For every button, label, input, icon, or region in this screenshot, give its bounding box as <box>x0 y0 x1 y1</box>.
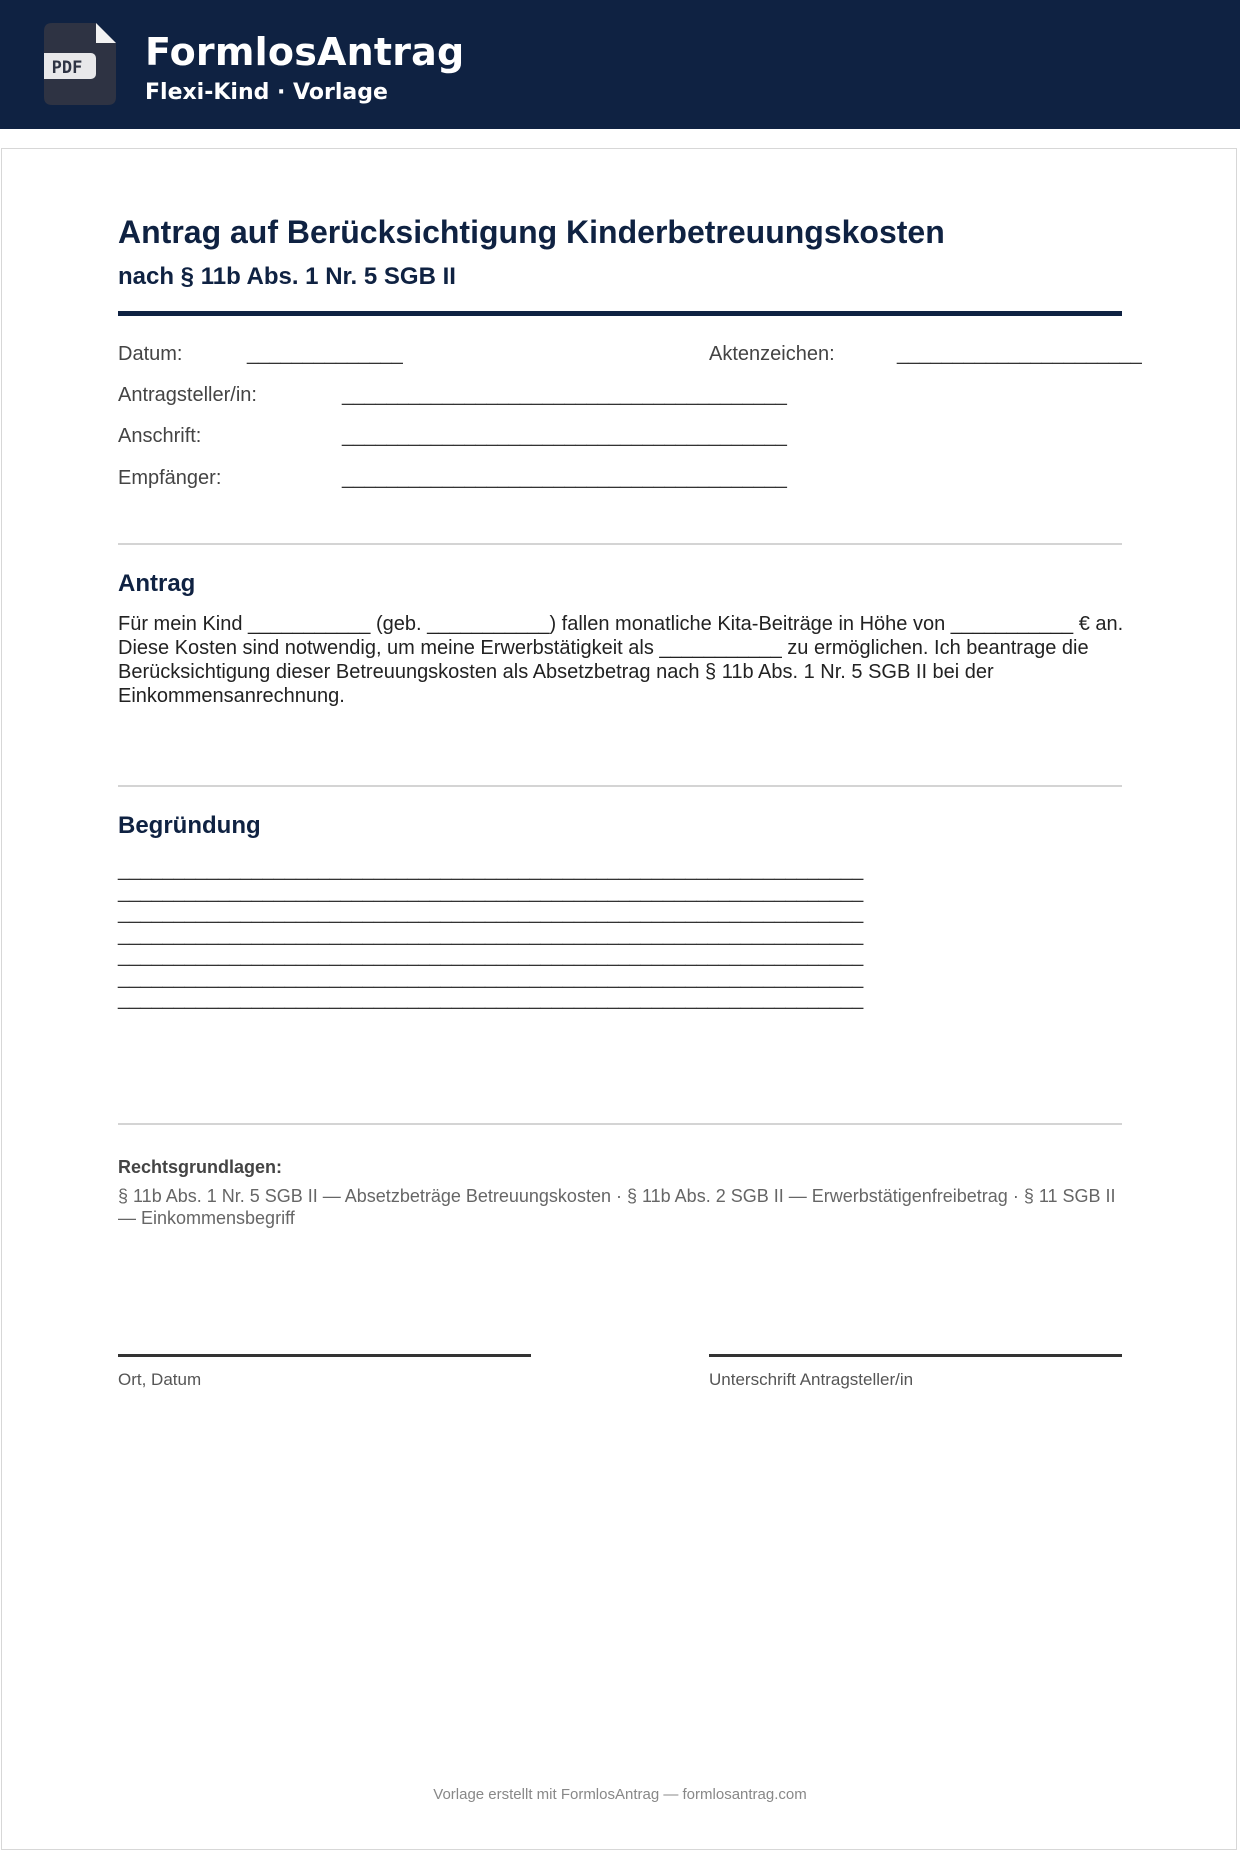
pdf-icon-label: PDF <box>51 58 83 78</box>
datum-field[interactable]: ______________ <box>247 343 403 365</box>
legal-heading: Rechtsgrundlagen: <box>118 1157 283 1177</box>
begruendung-line[interactable]: ___________________________________________________________________ <box>118 988 864 1010</box>
antragsteller-field[interactable]: ________________________________________ <box>342 384 787 406</box>
brand-title: FormlosAntrag <box>145 30 465 74</box>
begruendung-line[interactable]: ___________________________________________________________________ <box>118 966 864 989</box>
title-divider <box>118 311 1122 316</box>
applicant-signature-line[interactable] <box>709 1354 1122 1357</box>
begruendung-line[interactable]: ___________________________________________________________________ <box>118 902 864 924</box>
section-divider <box>118 785 1122 787</box>
begruendung-lines[interactable] <box>118 860 863 1011</box>
datum-label: Datum: <box>118 343 183 365</box>
empfaenger-field[interactable]: ________________________________________ <box>342 467 787 489</box>
legal-text: § 11b Abs. 1 Nr. 5 SGB II — Absetzbeträge Betreuungskosten · § 11b Abs. 2 SGB II — Erwerbstätigenfreibetrag · § 11 SGB II — Einkommensbegriff <box>118 1186 1116 1228</box>
section-divider <box>118 543 1122 545</box>
document-subtitle: nach § 11b Abs. 1 Nr. 5 SGB II <box>118 263 456 290</box>
aktenzeichen-label: Aktenzeichen: <box>709 343 835 365</box>
footer-note: Vorlage erstellt mit FormlosAntrag — formlosantrag.com <box>433 1786 807 1803</box>
empfaenger-label: Empfänger: <box>118 467 222 489</box>
app-header <box>0 0 1240 129</box>
anschrift-field[interactable]: ________________________________________ <box>342 425 787 447</box>
begruendung-line[interactable]: ___________________________________________________________________ <box>118 923 864 946</box>
begruendung-heading: Begründung <box>118 812 261 839</box>
document-title: Antrag auf Berücksichtigung Kinderbetreuungskosten <box>118 214 945 250</box>
place-date-signature-line[interactable] <box>118 1354 531 1357</box>
begruendung-line[interactable]: ___________________________________________________________________ <box>118 945 864 967</box>
anschrift-label: Anschrift: <box>118 425 202 447</box>
pdf-file-icon <box>44 23 116 105</box>
aktenzeichen-field[interactable]: ______________________ <box>897 343 1142 365</box>
signature-label: Unterschrift Antragsteller/in <box>709 1370 914 1389</box>
antrag-text: Für mein Kind ___________ (geb. ___________) fallen monatliche Kita-Beiträge in Höhe von ___________ € an. Diese Kosten sind notwendig, um meine Erwerbstätigkeit als ___________ zu ermöglichen. Ich beantrage die Berücksichtigung dieser Betreuungskosten als Absetzbetrag nach § 11b Abs. 1 Nr. 5 SGB II bei der Einkommensanrechnung. <box>118 613 1124 707</box>
brand-subtitle: Flexi-Kind · Vorlage <box>145 80 388 105</box>
begruendung-line[interactable]: ___________________________________________________________________ <box>118 880 864 903</box>
begruendung-line[interactable]: ___________________________________________________________________ <box>118 859 864 881</box>
antragsteller-label: Antragsteller/in: <box>118 384 257 406</box>
antrag-heading: Antrag <box>118 570 196 597</box>
section-divider <box>118 1123 1122 1125</box>
place-date-label: Ort, Datum <box>118 1370 202 1389</box>
